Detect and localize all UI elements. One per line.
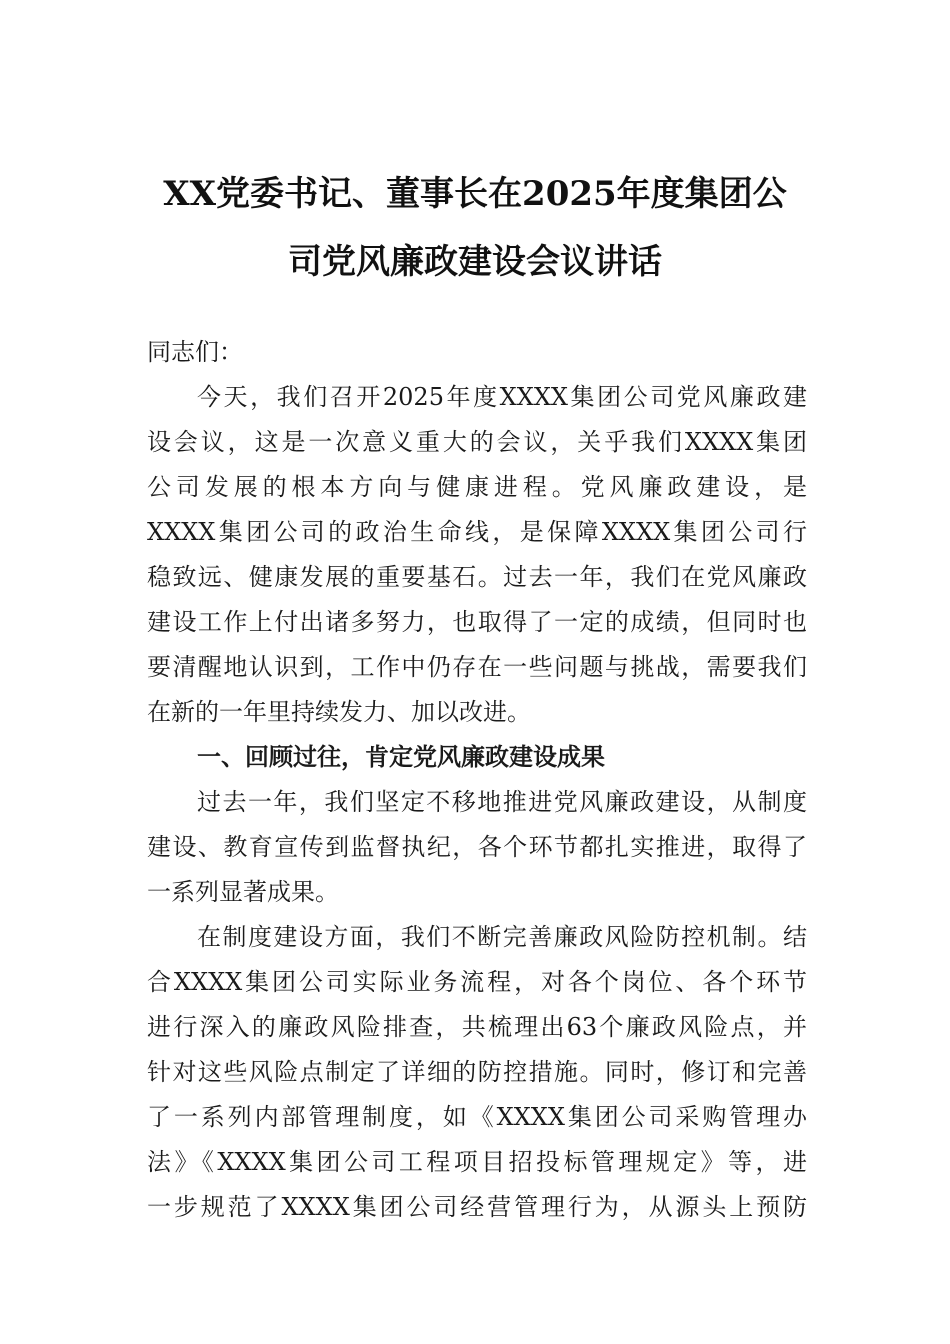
paragraph-line: 建设工作上付出诸多努力，也取得了一定的成绩，但同时也 — [147, 608, 807, 636]
paragraph-line: 针对这些风险点制定了详细的防控措施。同时，修订和完善 — [147, 1058, 807, 1086]
paragraph-line: XXXX集团公司的政治生命线，是保障XXXX集团公司行 — [147, 518, 807, 546]
paragraph-line: 要清醒地认识到，工作中仍存在一些问题与挑战，需要我们 — [147, 653, 807, 681]
paragraph-line: 合XXXX集团公司实际业务流程，对各个岗位、各个环节 — [147, 968, 807, 996]
document-title — [140, 160, 810, 296]
title-line-1: XX党委书记、董事长在2025年度集团公 — [163, 174, 787, 214]
paragraph-line: 进行深入的廉政风险排查，共梳理出63个廉政风险点，并 — [147, 1013, 807, 1041]
paragraph-line: 在新的一年里持续发力、加以改进。 — [147, 698, 531, 726]
intro-paragraph — [147, 375, 807, 735]
section-heading: 一、回顾过往，肯定党风廉政建设成果 — [197, 743, 605, 771]
section-paragraph-1 — [147, 780, 807, 915]
paragraph-line: 公司发展的根本方向与健康进程。党风廉政建设，是 — [147, 473, 807, 501]
paragraph-line: 法》《XXXX集团公司工程项目招投标管理规定》等，进 — [147, 1148, 807, 1176]
paragraph-line: 设会议，这是一次意义重大的会议，关乎我们XXXX集团 — [147, 428, 807, 456]
paragraph-line: 建设、教育宣传到监督执纪，各个环节都扎实推进，取得了 — [147, 833, 807, 861]
title-line-2: 司党风廉政建设会议讲话 — [288, 242, 662, 282]
document-body — [147, 330, 807, 1230]
paragraph-line: 今天，我们召开2025年度XXXX集团公司党风廉政建 — [197, 383, 807, 411]
section-paragraph-2 — [147, 915, 807, 1230]
paragraph-line: 一步规范了XXXX集团公司经营管理行为，从源头上预防 — [147, 1193, 807, 1221]
salutation: 同志们： — [147, 338, 243, 366]
paragraph-line: 了一系列内部管理制度，如《XXXX集团公司采购管理办 — [147, 1103, 807, 1131]
paragraph-line: 在制度建设方面，我们不断完善廉政风险防控机制。结 — [197, 923, 807, 951]
paragraph-line: 一系列显著成果。 — [147, 878, 339, 906]
paragraph-line: 稳致远、健康发展的重要基石。过去一年，我们在党风廉政 — [147, 563, 807, 591]
paragraph-line: 过去一年，我们坚定不移地推进党风廉政建设，从制度 — [197, 788, 807, 816]
